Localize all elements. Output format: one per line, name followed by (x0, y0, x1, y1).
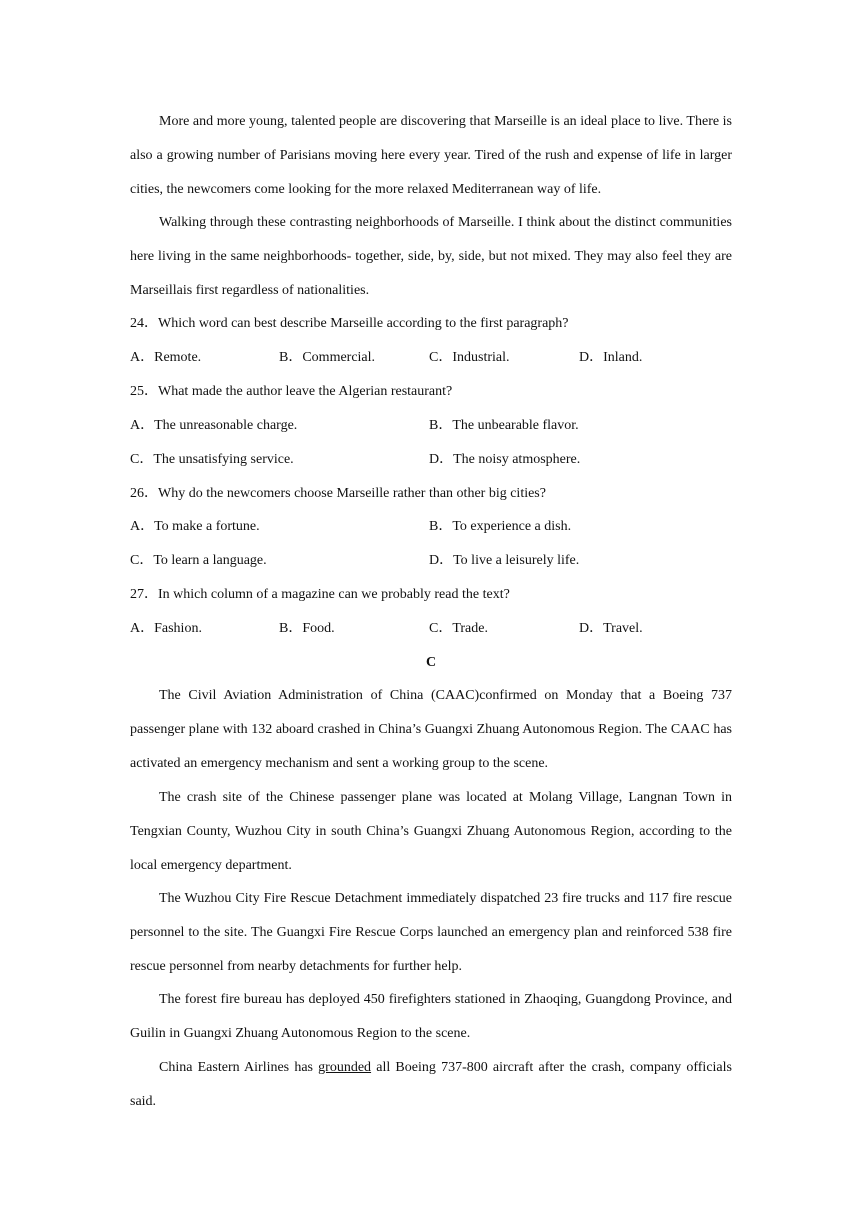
section-c-heading: C (425, 655, 437, 670)
paragraph-5-text-after: all Boeing 737-800 aircraft after the crash, company officials said. (130, 1060, 732, 1109)
question-24-option-d: D．Inland. (579, 350, 643, 365)
passage-b-paragraph-1: More and more young, talented people are discovering that Marseille is an ideal place to live. There is also a growing number of Parisians moving here every year. Tired of the rush and expense of life in larger cities, the newcomers come looking for the more relaxed Mediterranean way of life. (130, 114, 732, 197)
section-c-paragraph-2: The crash site of the Chinese passenger plane was located at Molang Village, Langnan Town in Tengxian County, Wuzhou City in south China’s Guangxi Zhuang Autonomous Region, according to the local emergency department. (130, 790, 732, 873)
question-25-option-a: A．The unreasonable charge. (130, 418, 298, 433)
question-26-option-a: A．To make a fortune. (130, 519, 260, 534)
section-c-paragraph-5 (130, 1051, 732, 1119)
section-c-paragraph-1: The Civil Aviation Administration of China (CAAC)confirmed on Monday that a Boeing 737 passenger plane with 132 aboard crashed in China’s Guangxi Zhuang Autonomous Region. The CAAC has activated an emergency mechanism and sent a working group to the scene. (130, 688, 732, 771)
question-25-option-d: D．The noisy atmosphere. (429, 452, 581, 467)
underlined-word: grounded (318, 1060, 372, 1075)
paragraph-5-text-before: China Eastern Airlines has (159, 1060, 319, 1075)
question-26-stem: 26．Why do the newcomers choose Marseille rather than other big cities? (130, 486, 546, 501)
question-26-option-b: B．To experience a dish. (429, 519, 572, 534)
question-25-stem: 25．What made the author leave the Algerian restaurant? (130, 384, 453, 399)
question-24-option-c: C．Industrial. (429, 350, 510, 365)
question-26-option-d: D．To live a leisurely life. (429, 553, 580, 568)
question-26-option-c: C．To learn a language. (130, 553, 267, 568)
question-27-option-b: B．Food. (279, 621, 335, 636)
passage-b-paragraph-2: Walking through these contrasting neighborhoods of Marseille. I think about the distinct communities here living in the same neighborhoods- together, side, by, side, but not mixed. They may also feel they are Marseillais first regardless of nationalities. (130, 215, 732, 298)
question-27-option-c: C．Trade. (429, 621, 488, 636)
question-24-option-b: B．Commercial. (279, 350, 376, 365)
question-24-option-a: A．Remote. (130, 350, 202, 365)
question-24-stem: 24．Which word can best describe Marseille according to the first paragraph? (130, 316, 569, 331)
section-c-paragraph-3: The Wuzhou City Fire Rescue Detachment immediately dispatched 23 fire trucks and 117 fire rescue personnel to the site. The Guangxi Fire Rescue Corps launched an emergency plan and reinforced 538 fire rescue personnel from nearby detachments for further help. (130, 891, 732, 974)
question-27-stem: 27．In which column of a magazine can we probably read the text? (130, 587, 510, 602)
question-25-option-b: B．The unbearable flavor. (429, 418, 579, 433)
question-25-option-c: C．The unsatisfying service. (130, 452, 294, 467)
section-c-paragraph-4: The forest fire bureau has deployed 450 firefighters stationed in Zhaoqing, Guangdong Province, and Guilin in Guangxi Zhuang Autonomous Region to the scene. (130, 992, 732, 1041)
question-27-option-d: D．Travel. (579, 621, 643, 636)
question-27-option-a: A．Fashion. (130, 621, 202, 636)
